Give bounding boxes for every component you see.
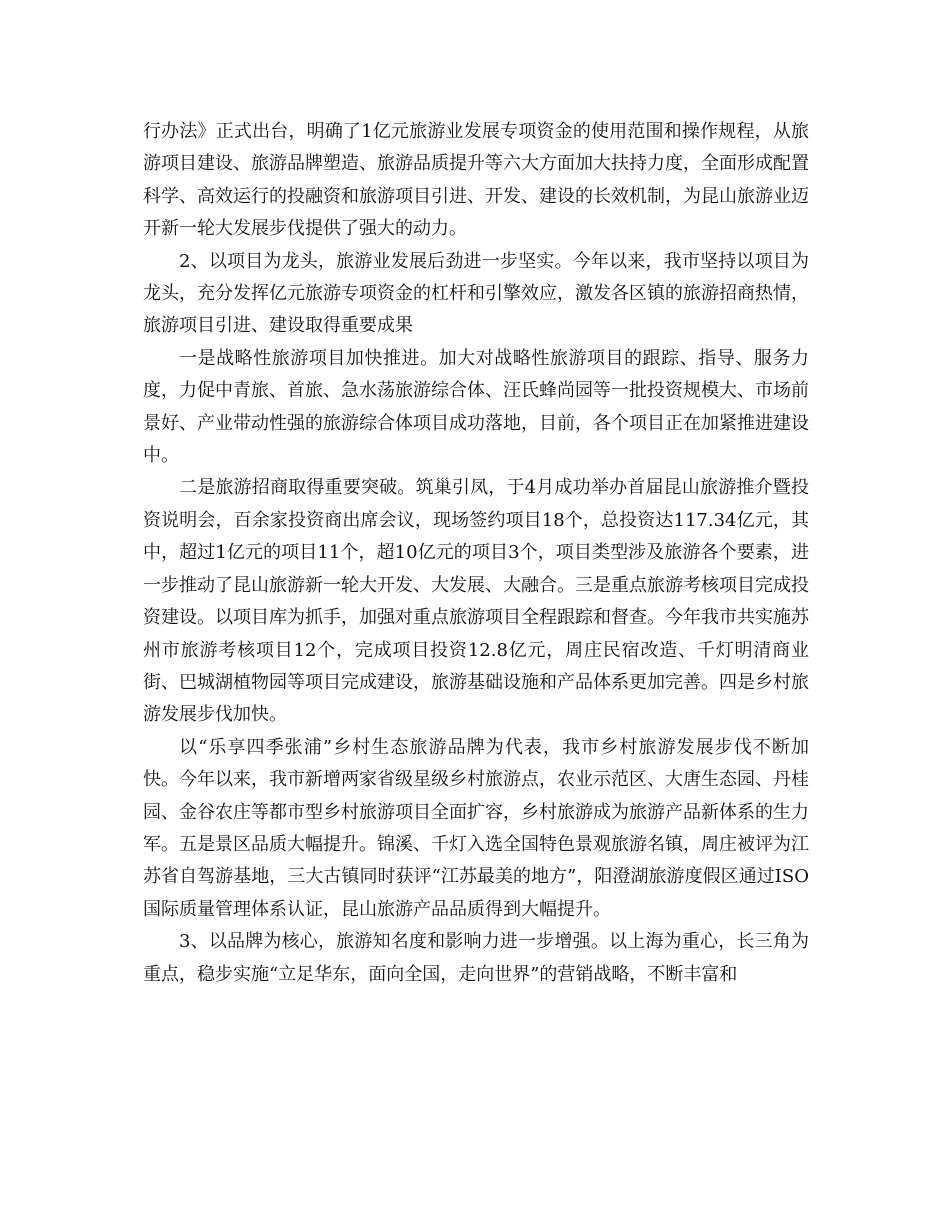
paragraph-1: 行办法》正式出台，明确了1亿元旅游业发展专项资金的使用范围和操作规程，从旅游项目建设、旅游品牌塑造、旅游品质提升等六大方面加大扶持力度，全面形成配置科学、高效运行的投融资和旅游项目引进、开发、建设的长效机制，为昆山旅游业迈开新一轮大发展步伐提供了强大的动力。 [143, 121, 809, 240]
paragraph-5: 以“乐享四季张浦”乡村生态旅游品牌为代表，我市乡村旅游发展步伐不断加快。今年以来，我市新增两家省级星级乡村旅游点，农业示范区、大唐生态园、丹桂园、金谷农庄等都市型乡村旅游项目全面扩容，乡村旅游成为旅游产品新体系的生力军。五是景区品质大幅提升。锦溪、千灯入选全国特色景观旅游名镇，周庄被评为江苏省自驾游基地，三大古镇同时获评“江苏最美的地方”，阳澄湖旅游度假区通过ISO国际质量管理体系认证，昆山旅游产品品质得到大幅提升。 [143, 736, 809, 920]
paragraph-6: 3、以品牌为核心，旅游知名度和影响力进一步增强。以上海为重心，长三角为重点，稳步实施“立足华东，面向全国，走向世界”的营销战略，不断丰富和 [143, 931, 809, 985]
paragraph-2: 2、以项目为龙头，旅游业发展后劲进一步坚实。今年以来，我市坚持以项目为龙头，充分发挥亿元旅游专项资金的杠杆和引擎效应，激发各区镇的旅游招商热情，旅游项目引进、建设取得重要成果 [143, 250, 809, 337]
document-body [143, 116, 809, 991]
paragraph-3: 一是战略性旅游项目加快推进。加大对战略性旅游项目的跟踪、指导、服务力度，力促中青旅、首旅、急水荡旅游综合体、汪氏蜂尚园等一批投资规模大、市场前景好、产业带动性强的旅游综合体项目成功落地，目前，各个项目正在加紧推进建设中。 [143, 347, 809, 467]
paragraph-4: 二是旅游招商取得重要突破。筑巢引凤，于4月成功举办首届昆山旅游推介暨投资说明会，百余家投资商出席会议，现场签约项目18个，总投资达117.34亿元，其中，超过1亿元的项目11个，超10亿元的项目3个，项目类型涉及旅游各个要素，进一步推动了昆山旅游新一轮大开发、大发展、大融合。三是重点旅游考核项目完成投资建设。以项目库为抓手，加强对重点旅游项目全程跟踪和督查。今年我市共实施苏州市旅游考核项目12个，完成项目投资12.8亿元，周庄民宿改造、千灯明清商业街、巴城湖植物园等项目完成建设，旅游基础设施和产品体系更加完善。四是乡村旅游发展步伐加快。 [143, 477, 809, 726]
